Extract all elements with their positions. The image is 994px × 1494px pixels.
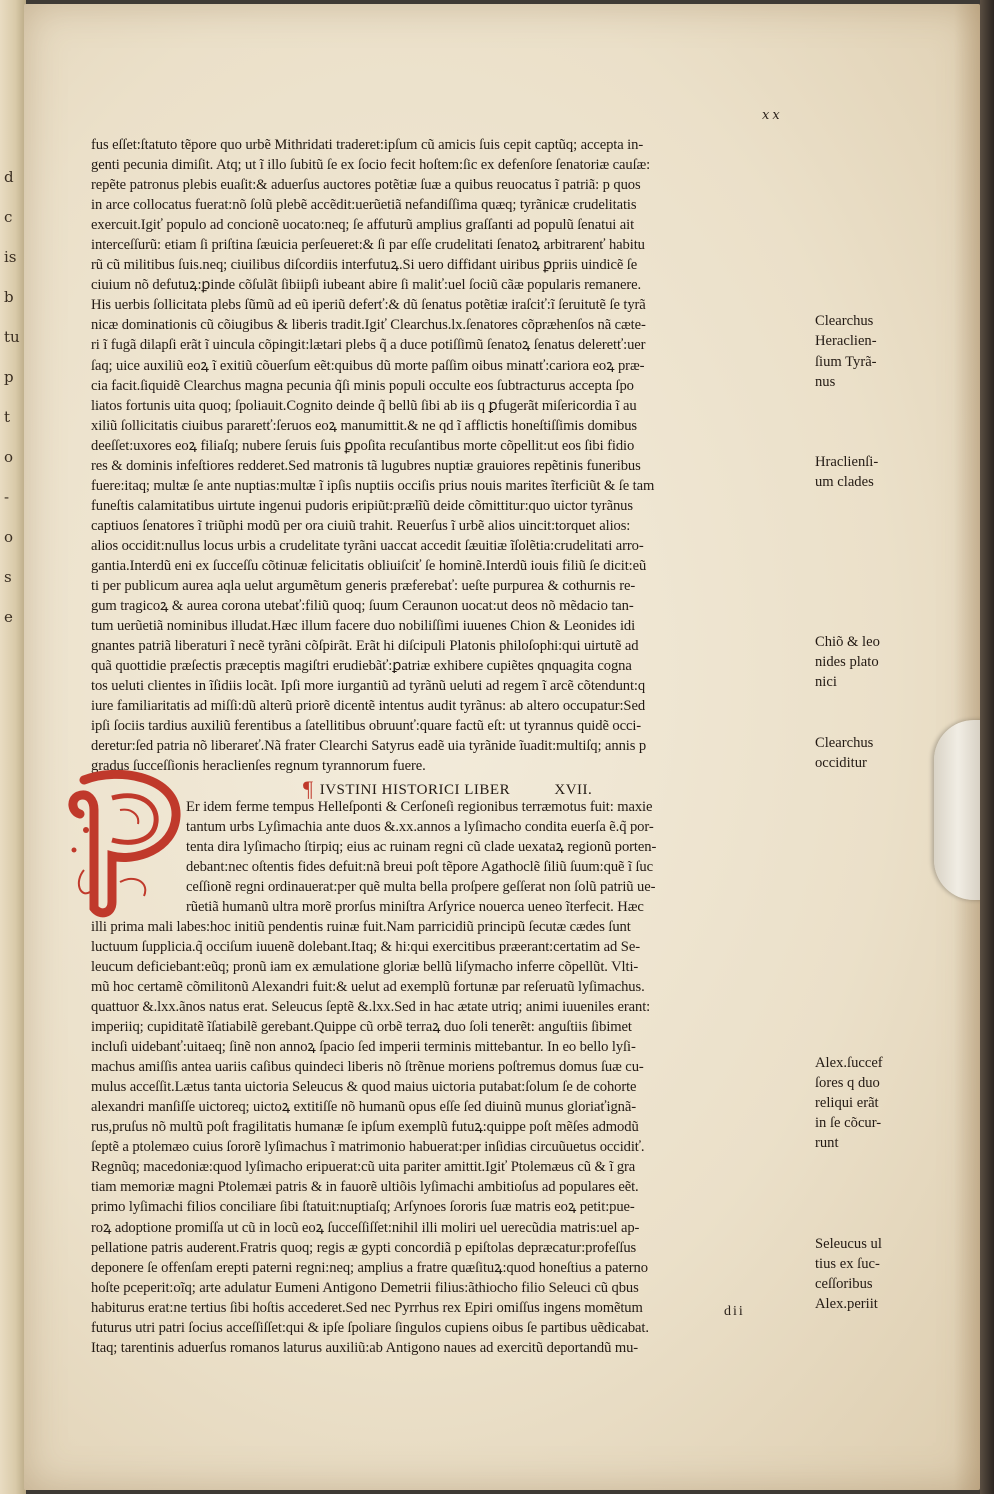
text-line: habiturus erat:ne tertius ſibi hoſtis accederet.Sed nec Pyrrhus rex Epiri omiſſus ingens momẽtum (91, 1299, 643, 1316)
text-line: ceſſionẽ regni ordinauerat:per quẽ multa bella proſpere geſſerat non ſolũ patriũ ue- (186, 878, 656, 895)
text-line: incluſi uidebanť:uitaeq; ſinẽ non annoꝝ ſpacio ſed imperii terminis mittebantur. In eo bello lyſi- (91, 1039, 636, 1056)
text-line: ri ĩ fugã dilapſi erãt ĩ uincula cõpingit:lætari plebs q̃ a duce potiſſimũ ſenatoꝝ ſenatus deleretť:uer (91, 337, 646, 354)
text-line: debant:nec oſtentis fides defuit:nã breui poſt tẽpore Agathoclẽ ſiliũ ſuum:quẽ ĩ ſuc (186, 858, 653, 875)
pilcrow-mark: ¶ (303, 775, 314, 801)
text-line: tos ueluti clientes in ĩſidiis locãt. Ipſi more iurgantiũ ad tyrãnũ ueluti ad regem ĩ arcẽ cõtendunt:q (91, 678, 646, 695)
edge-glyph: p (4, 368, 14, 386)
margin-note-line: Chiõ & leo (815, 634, 880, 651)
text-line: imperiiq; cupiditatẽ ĩſatiabilẽ gerebant.Quippe cũ orbẽ terraꝝ duo ſoli tenerẽt: anguſtiis ſibimet (91, 1019, 632, 1036)
text-line: mulus acceſſit.Lætus tanta uictoria Seleucus & quod maius uictoria putabat:ſolum ſe de cohorte (91, 1079, 637, 1096)
text-line: genti pecunia dimiſit. Atq; ut ĩ illo ſubitũ ſe ex ſocio fecit hoſtem:ſic ex defenſore ſenatoriæ cauſæ: (91, 157, 651, 174)
text-line: Regnũq; macedoniæ:quod lyſimacho eripuerat:cũ uita pariter amittit.Igiť Ptolemæus cũ & ĩ gra (91, 1159, 636, 1176)
edge-glyph: - (4, 488, 10, 506)
text-line: ſeptẽ a ptolemæo cuius ſororẽ lyſimachus ĩ matrimonio habuerat:per inſidias circuũuetus occidiť. (91, 1139, 645, 1156)
margin-note (815, 311, 877, 391)
text-line: leucum deficiebant:eũq; pronũ iam ex æmulatione gloriæ bellũ liſymacho inferre cõpellũt. Vlti- (91, 958, 639, 975)
text-line: mũ hoc certamẽ cõmilitonũ Alexandri fuit:& uelut ad exemplũ fortunæ par reſeruatũ lyſimachus. (91, 978, 645, 995)
text-line: pellatione patris auderent.Fratris quoq; regis æ gypti concordiã p epiſtolas depræcatur:profeſſus (91, 1239, 637, 1256)
text-line: tum uerũetiã nominibus illudat.Hæc illum facere duo nobiliſſimi iuuenes Chion & Leonides idi (91, 618, 636, 635)
text-line: alios occidit:nullus locus urbis a crudelitate tyrãni uaccat accedit ſæuitiæ ĩſolẽtia:crudelitati arro- (91, 537, 644, 554)
text-line: primo lyſimachi filios conciliare ſibi ſtatuit:nuptiaſq; Arſynoes ſororis ſuæ matris eoꝝ petit:pue- (91, 1199, 635, 1216)
text-line: iure familiaritatis ad miſſi:dũ alterũ priorẽ dicentẽ intentus audit tyrãnus: ab altero occupatur:Sed (91, 698, 646, 715)
margin-note-line: reliqui erãt (815, 1095, 879, 1112)
text-line: deretur:ſed patria nõ liberareť.Nã frater Clearchi Satyrus eadẽ uia tyrãnide ĩuadit:multiſq; annis p (91, 738, 647, 755)
main-text-block (91, 135, 811, 1358)
margin-note (815, 452, 878, 492)
text-line: tantum urbs Lyſimachia ante duos &.xx.annos a lyſimacho condita euerſa ẽ.q̃ por- (186, 818, 654, 835)
text-line: Er idem ferme tempus Helleſponti & Cerſoneſi regionibus terræmotus fuit: maxie (186, 798, 653, 815)
margin-note-line: in ſe cõcur- (815, 1115, 882, 1132)
text-line: res & dominis infeſtiores redderet.Sed matronis tã lugubres nuptiæ grauiores repẽtinis funeribus (91, 457, 641, 474)
text-line: in arce collocatus fuerat:nõ ſolũ plebẽ accẽdit:uerũetiã nefandiſſima quæq; tyrãnicæ crudelitatis (91, 197, 637, 214)
text-line: ti per publicum aurea aqla uelut argumẽtum generis præferebať: ueſte purpurea & cothurnis re- (91, 578, 636, 595)
text-line: roꝝ adoptione promiſſa ut cũ in locũ eoꝝ ſucceſſiſſet:nihil illi moliri uel uerecũdia matris:uel ap- (91, 1219, 640, 1236)
book-title: IVSTINI HISTORICI LIBER (319, 781, 511, 798)
edge-glyph: c (4, 208, 13, 226)
margin-note-line: Hraclienſi- (815, 453, 879, 470)
margin-note-line: tius ex ſuc- (815, 1255, 880, 1272)
margin-note-line: ceſſoribus (815, 1275, 873, 1292)
book-xvii-text (91, 797, 811, 1358)
decorated-initial-p (60, 770, 188, 920)
text-line: Itaq; tarentinis aduerſus romanos laturus auxiliũ:ab Antigono naues ad exercitũ deportandũ mu- (91, 1339, 639, 1356)
margin-note (815, 1234, 882, 1314)
margin-note-line: Alex.ſuccef (815, 1055, 883, 1072)
margin-note-line: Heraclien- (815, 333, 877, 350)
text-line: quattuor &.lxx.ãnos natus erat. Seleucus ſeptẽ &.lxx.Sed in hac ætate utriq; animi iuueniles erant: (91, 999, 651, 1016)
text-line: cia facit.ſiquidẽ Clearchus magna pecunia q̃ſi minis populi occulte eos ſubtracturus accepta ſpo (91, 377, 634, 394)
edge-glyph: o (4, 528, 14, 546)
text-line: ſaq; uice auxiliũ eoꝝ ĩ exitiũ cõuerſum eẽt:quibus dũ morte paſſim oibus minatť:cariora eoꝝ præ- (91, 357, 645, 374)
book-heading (91, 775, 811, 801)
margin-note (815, 1053, 883, 1153)
margin-note (815, 632, 880, 692)
margin-note-line: Clearchus (815, 313, 874, 330)
left-page-edge (0, 0, 26, 1494)
edge-glyph: e (4, 608, 13, 626)
margin-note-line: nides plato (815, 654, 879, 671)
text-line: ciuium nõ defutuꝝ:ꝑinde cõſulãt ſibiipſi iubeant abire ſi maliť:uel ſociũ cãæ popularis remanere. (91, 277, 642, 294)
margin-note-line: um clades (815, 473, 874, 490)
margin-note-line: ſores q duo (815, 1075, 880, 1092)
edge-glyph: t (4, 408, 11, 426)
book-number: XVII. (554, 781, 593, 798)
text-line: ipſi ſociis tardius auxiliũ ferentibus a ſatellitibus obruunť:quare factũ eſt: ut tyrannus quidẽ occi- (91, 718, 642, 735)
text-line: quã quottidie præſectis præceptis magiſtri erudiebãť:ꝑatriæ exhibere cupiẽtes qnquagita cogna (91, 658, 632, 675)
text-line: futurus utri patri ſocius acceſſiſſet:qui & ipſe ſpoliare ſingulos cupiens oibus ſe partibus uẽdicabat. (91, 1319, 649, 1336)
text-line: nicæ dominationis cũ cõiugibus & liberis tradit.Igiť Clearchus.lx.ſenatores cõpræhenſos nã cæte- (91, 317, 646, 334)
text-line: machus amiſſis antea uariis caſibus quindeci liberis nõ ſtrẽnue moriens poſtremus domus ſuæ cu- (91, 1059, 644, 1076)
text-line: luctuum ſupplicia.q̃ occiſum iuuenẽ dolebant.Itaq; & hi:qui exercitibus præerant:certatim ad Se- (91, 938, 640, 955)
text-line: funeſtis calamitatibus uirtute ingenui pudoris eripiũt:prælĩũ deide cõmittitur:quo uictor tyrãnus (91, 497, 633, 514)
text-line: liatos fortunis uita quoq; ſpoliauit.Cognito deinde q̃ bellũ ſibi ab iis q ꝑfugerãt miſericordia ĩ au (91, 397, 637, 414)
text-line: gnantes patriã liberaturi ĩ necẽ tyrãni cõſpirãt. Erãt hi diſcipuli Platonis philoſophi:qui uirtutẽ ad (91, 638, 639, 655)
text-line: deeſſet:uxores eoꝝ filiaſq; nubere ſeruis ſuis ꝑpoſita recuſantibus morte cõpellit:ut eos ſibi fidio (91, 437, 635, 454)
margin-note-line: ſium Tyrã- (815, 353, 877, 370)
margin-note-line: runt (815, 1135, 839, 1152)
text-line: His uerbis ſollicitata plebs ſũmũ ad eũ iperiũ deferť:& dũ ſenatus potẽtiæ iraſciť:ĩ ſeruitutẽ ſe tyrã (91, 297, 646, 314)
text-line: xiliũ ſollicitatis ciuibus pararetť:ſeruos eoꝝ manumittit.& ne qd ĩ afflictis honeſtiſſimis domibus (91, 417, 638, 434)
margin-note (815, 733, 873, 773)
folio-number: xx (762, 108, 783, 123)
text-line: rũetiã humanũ ultra morẽ prorſus miniſtra Arſyrice nouerca ueneo ĩterfecit. Hæc (186, 898, 644, 915)
text-line: exercuit.Igiť populo ad concionẽ uocato:neq; ſe affuturũ amplius graſſanti ad populũ ſenatui ait (91, 217, 635, 234)
edge-glyph: tu (4, 328, 20, 346)
text-line: fus eſſet:ſtatuto tẽpore quo urbẽ Mithridati traderet:ipſum cũ amicis ſuis cepit captũq; accepta in- (91, 137, 644, 153)
margin-note-line: occiditur (815, 754, 867, 771)
chapter-xvi-ending (91, 135, 811, 777)
text-line: interceſſurũ: etiam ſi priſtina ſæuicia perſeueret:& ſi par eſſe crudelitati ſenatoꝝ arbitrarenť habitu (91, 237, 645, 254)
text-line: gradus ſucceſſionis heraclienſes regnum tyrannorum fuere. (91, 758, 426, 775)
text-line: fuere:itaq; multæ ſe ante nuptias:multæ ĩ ipſis nuptiis occiſis prius nouis marites ĩterficiũt & ſe tam (91, 477, 655, 494)
margin-note-line: Seleucus ul (815, 1235, 882, 1252)
text-line: gum tragicoꝝ & aurea corona utebať:filiũ quoq; ſuum Ceraunon uocat:ut deos nõ mẽdacio tan- (91, 598, 634, 615)
edge-glyph: b (4, 288, 14, 306)
text-line: deponere ſe offenſam erepti paterni regni:neq; amplius a fratre quæſituꝝ:quod honeſtius a paterno (91, 1259, 648, 1276)
text-line: alexandri manſiſſe uictoreq; uictoꝝ extitiſſe nõ humanũ opus eſſe ſed diuinũ munus gloriaťignã- (91, 1099, 637, 1116)
book-page (24, 4, 980, 1490)
margin-note-line: nus (815, 373, 836, 390)
text-line: gantia.Interdũ eni ex ſucceſſu cõtinuæ felicitatis obliuiſciť ſe hominẽ.Interdũ iouis filiũ ſe dicit:eũ (91, 557, 647, 574)
text-line: hoſte pceperit:oĩq; arte adulatur Eumeni Antigono Demetrii filius:ãthiocho filio Seleuci cũ qbus (91, 1279, 639, 1296)
edge-glyph: d (4, 168, 14, 186)
edge-glyph: o (4, 448, 14, 466)
edge-glyph: is (4, 248, 17, 266)
margin-note-line: Clearchus (815, 734, 874, 751)
text-line: illi prima mali labes:hoc initiũ pendentis ruinæ fuit.Nam parricidiũ principũ ſecutæ cædes ſunt (91, 918, 631, 935)
text-line: rũ cũ militibus ſuis.neq; ciuilibus diſcordiis interfutuꝝ.Si uero diffidant uiribus ꝑpriis uindicẽ ſe (91, 257, 638, 274)
margin-note-line: nici (815, 674, 837, 691)
text-line: repẽte patronus plebis euaſit:& aduerſus auctores potẽtiæ ſuæ a quibus reuocatus ĩ patriã: p quos (91, 177, 641, 194)
signature-mark: dii (724, 1304, 745, 1319)
text-line: rus,pruſus nõ multũ poſt fragilitatis humanæ ſe ipſum exemplũ futuꝝ:quippe poſt mẽſes admodũ (91, 1119, 639, 1136)
text-line: captiuos ſenatores ĩ triũphi modũ per ora ciuiũ trahit. Reuerſus ĩ urbẽ alios uincit:torquet alios: (91, 517, 631, 534)
margin-note-line: Alex.periit (815, 1295, 878, 1312)
edge-glyph: s (4, 568, 12, 586)
text-line: tiam memoriæ magni Ptolemæi patris & in fauorẽ ultiõis lyſimachi ambitioſus ad populares eẽt. (91, 1179, 639, 1196)
binding-edge (980, 0, 994, 1494)
text-line: tenta dira lyſimacho ſtirpiq; eius ac ruinam regni cũ clade uexataꝝ regionũ porten- (186, 838, 657, 855)
